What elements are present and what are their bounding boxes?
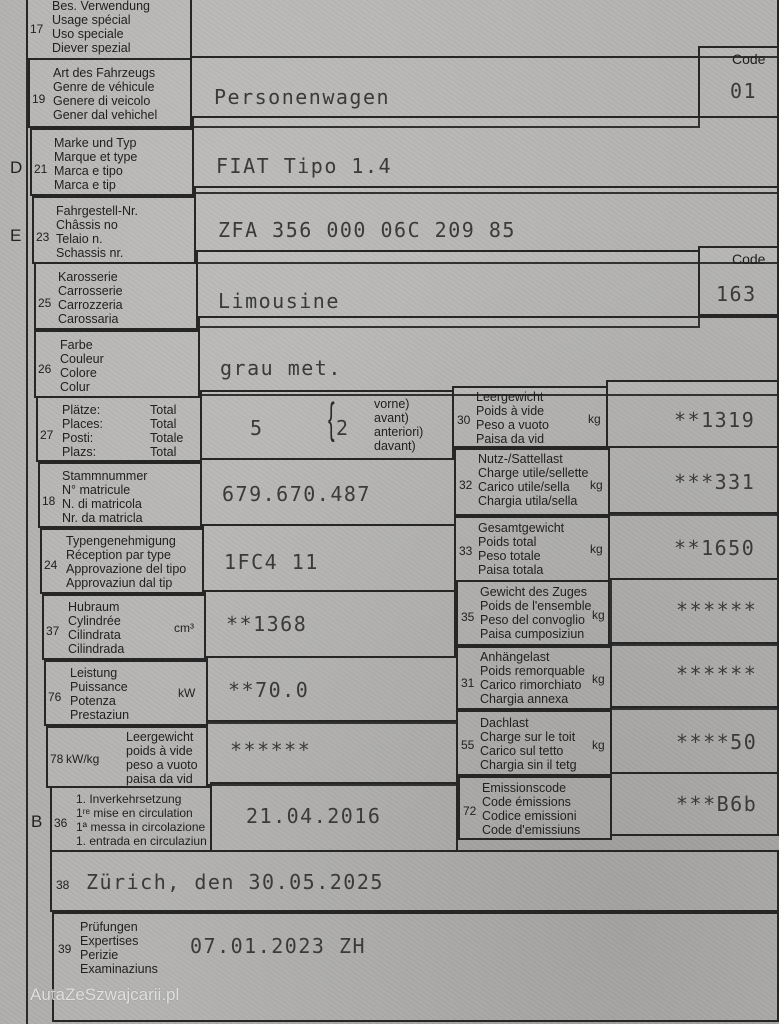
field-unit: kg: [590, 478, 603, 492]
place-date-value: Zürich, den 30.05.2025: [86, 870, 384, 894]
master-number-value: 679.670.487: [222, 482, 371, 506]
field-24-value-box: [202, 524, 456, 592]
seats-front-label: vorne) avant) anteriori) davant): [374, 397, 424, 453]
emission-code-value: ***B6b: [676, 792, 758, 816]
field-number: 23: [36, 230, 50, 244]
field-number: 24: [44, 558, 58, 572]
field-33-total-weight: [454, 516, 610, 582]
seats-total-value: 5: [250, 416, 264, 440]
watermark: AutaZeSzwajcarii.pl: [30, 985, 180, 1004]
field-number: 19: [32, 92, 46, 106]
field-unit: kW: [178, 686, 196, 700]
chassis-number-value: ZFA 356 000 06C 209 85: [218, 218, 516, 242]
field-label: Hubraum Cylindrée Cilindrata Cilindrada: [68, 600, 125, 656]
field-55-value-box: [610, 706, 779, 774]
field-32-value-box: [608, 446, 779, 516]
power-value: **70.0: [228, 678, 310, 702]
field-number: 31: [461, 676, 475, 690]
field-39-inspections: [52, 912, 779, 1022]
code-label: Code: [732, 51, 766, 67]
make-model-value: FIAT Tipo 1.4: [216, 154, 393, 178]
field-21-make-model: [30, 128, 194, 196]
field-37-value-box: [204, 590, 456, 658]
field-label: Typengenehmigung Réception par type Approvazione del tipo Approvaziun dal tip: [66, 534, 187, 590]
field-18-value-box: [200, 458, 456, 526]
field-24-type-approval: [40, 528, 204, 594]
field-76-value-box: [206, 656, 458, 724]
field-label: Dachlast Charge sur le toit Carico sul tetto Chargia sin il tetg: [480, 716, 577, 772]
displacement-value: **1368: [226, 612, 308, 636]
field-label: Leistung Puissance Potenza Prestaziun: [70, 666, 130, 722]
field-number: 17: [30, 22, 44, 36]
field-38-place-date: [50, 850, 779, 912]
power-to-weight-value: ******: [230, 738, 312, 762]
field-number: 78: [50, 752, 64, 766]
field-number: 25: [38, 296, 52, 310]
field-31-towing-weight: [456, 646, 612, 710]
field-number: 36: [54, 816, 68, 830]
field-label: Leergewicht poids à vide peso a vuoto paisa da vid: [126, 730, 198, 786]
field-unit: kg: [592, 672, 605, 686]
field-number: 27: [40, 428, 54, 442]
field-unit: kW/kg: [66, 752, 100, 766]
seats-brace: {: [328, 394, 335, 443]
field-label: Farbe Couleur Colore Colur: [60, 338, 104, 394]
field-label: Marke und Typ Marque et type Marca e tipo Marca e tip: [54, 136, 138, 192]
field-label-total: Total Total Totale Total: [150, 403, 184, 459]
field-32-payload: [454, 448, 610, 516]
field-unit: kg: [588, 412, 601, 426]
towing-weight-value: ******: [676, 662, 758, 686]
field-72-emission-code: [458, 776, 612, 840]
body-type-code: 163: [716, 282, 757, 306]
type-approval-value: 1FC4 11: [224, 550, 319, 574]
train-weight-value: ******: [676, 598, 758, 622]
field-number: 38: [56, 878, 70, 892]
field-number: 72: [463, 804, 477, 818]
field-label: Gesamtgewicht Poids total Peso totale Paisa totala: [478, 521, 565, 577]
field-37-displacement: [42, 594, 206, 660]
field-number: 26: [38, 362, 52, 376]
field-19-code-box: [698, 46, 779, 118]
field-27-seats: [36, 396, 202, 462]
field-27-value-box: [200, 390, 454, 460]
margin-letter-b: B: [31, 812, 43, 831]
field-number: 39: [58, 942, 72, 956]
margin-letter-d: D: [10, 158, 23, 177]
field-unit: kg: [592, 738, 605, 752]
field-72-value-box: [610, 772, 779, 836]
field-label: Leergewicht Poids à vide Peso a vuoto Paisa da vid: [476, 390, 549, 446]
roof-load-value: ****50: [676, 730, 758, 754]
code-label: Code: [732, 251, 766, 267]
body-type-value: Limousine: [218, 289, 340, 313]
field-76-power: [44, 660, 208, 726]
field-30-empty-weight: [452, 386, 608, 448]
field-unit: cm³: [174, 621, 194, 635]
total-weight-value: **1650: [674, 536, 756, 560]
field-number: 30: [457, 413, 471, 427]
field-30-value-box: [606, 380, 779, 448]
field-17-special-use: [26, 0, 192, 60]
field-21-value-box: [192, 116, 779, 194]
field-78-power-to-weight: [46, 726, 208, 788]
field-19-vehicle-type: [28, 58, 192, 128]
field-number: 33: [459, 544, 473, 558]
field-36-value-box: [210, 782, 458, 852]
field-36-first-registration: [50, 786, 212, 852]
seats-front-value: 2: [336, 416, 350, 440]
payload-value: ***331: [674, 470, 756, 494]
field-label: Anhängelast Poids remorquable Carico rimorchiato Chargia annexa: [480, 650, 585, 706]
first-registration-value: 21.04.2016: [246, 804, 382, 828]
field-label: Art des Fahrzeugs Genre de véhicule Genere di veicolo Gener dal vehichel: [53, 66, 158, 122]
color-value: grau met.: [220, 356, 342, 380]
vehicle-type-code: 01: [730, 79, 758, 103]
field-number: 37: [46, 624, 60, 638]
inspection-date-value: 07.01.2023 ZH: [190, 934, 367, 958]
field-26-color: [34, 330, 200, 398]
field-number: 76: [48, 690, 62, 704]
field-25-body-type: [34, 262, 198, 330]
field-17-value: [190, 0, 779, 58]
field-78-value-box: [206, 720, 458, 786]
field-number: 21: [34, 162, 48, 176]
field-number: 55: [461, 738, 475, 752]
field-label: Gewicht des Zuges Poids de l'ensemble Peso del convoglio Paisa cumposiziun: [480, 585, 592, 641]
field-35-value-box: [608, 578, 779, 646]
field-31-value-box: [610, 642, 779, 710]
field-number: 18: [42, 494, 56, 508]
field-25-code-box: [698, 246, 779, 316]
field-label: Prüfungen Expertises Perizie Examinaziuns: [80, 920, 158, 976]
field-unit: kg: [592, 608, 605, 622]
vehicle-type-value: Personenwagen: [214, 85, 391, 109]
margin-letter-e: E: [10, 226, 22, 245]
field-label: Nutz-/Sattellast Charge utile/sellette Carico utile/sella Chargia utila/sella: [478, 452, 589, 508]
field-55-roof-load: [456, 710, 612, 776]
field-label: Bes. Verwendung Usage spécial Uso speciale Diever spezial: [52, 0, 150, 55]
empty-weight-value: **1319: [674, 408, 756, 432]
field-33-value-box: [608, 512, 779, 580]
margin-rule: [26, 0, 28, 1024]
field-35-train-weight: [456, 580, 612, 646]
field-number: 35: [461, 610, 475, 624]
field-label: Fahrgestell-Nr. Châssis no Telaio n. Schassis nr.: [56, 204, 138, 260]
field-number: 32: [459, 478, 473, 492]
field-label: Plätze: Places: Posti: Plazs:: [62, 403, 103, 459]
field-label: 1. Inverkehrsetzung 1ʳᵉ mise en circulation 1ª messa in circolazione 1. entrada en circulaziun: [76, 792, 207, 848]
field-unit: kg: [590, 542, 603, 556]
field-label: Karosserie Carrosserie Carrozzeria Carossaria: [58, 270, 123, 326]
field-18-master-number: [38, 462, 202, 528]
field-23-chassis-no: [32, 196, 196, 264]
field-label: Stammnummer N° matricule N. di matricola Nr. da matricla: [62, 469, 148, 525]
field-label: Emissionscode Code émissions Codice emissioni Code d'emissiuns: [482, 781, 581, 837]
